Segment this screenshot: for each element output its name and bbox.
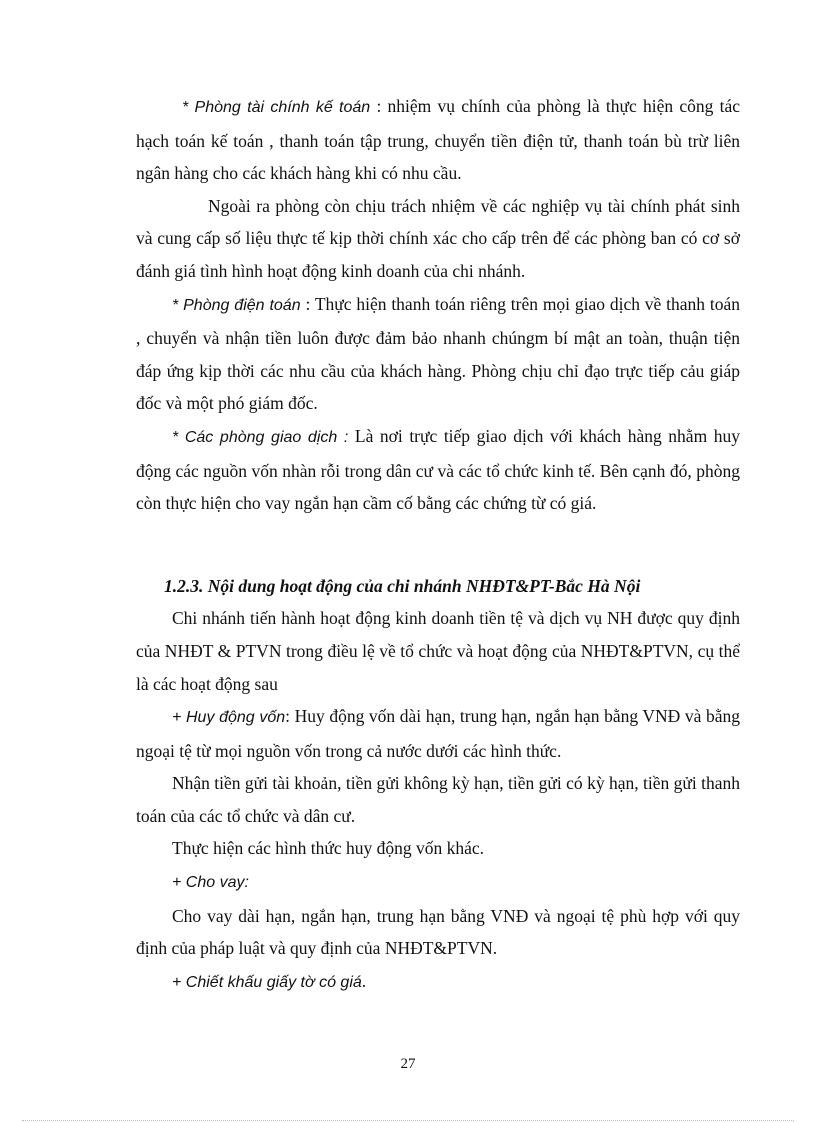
paragraph-label: + Huy động vốn [172, 709, 286, 727]
paragraph-label: + Cho vay: [172, 874, 249, 892]
paragraph-label: * Phòng tài chính kế toán [182, 99, 371, 116]
paragraph-text: Thực hiện các hình thức huy động vốn khác. [172, 838, 485, 859]
paragraph-text: Chi nhánh tiến hành hoạt động kinh doanh tiền tệ và dịch vụ NH được quy định của NHĐT & PTVN trong điều lệ về tổ chức và hoạt động của NHĐT&PTVN, cụ thể là các hoạt động sau [136, 608, 740, 694]
paragraph-text: : Huy động vốn dài hạn, trung hạn, ngắn hạn bằng VNĐ và bằng ngoại tệ từ mọi nguồn vốn trong cả nước dưới các hình thức. [136, 706, 740, 761]
section-heading: 1.2.3. Nội dung hoạt động của chi nhánh NHĐT&PT-Bắc Hà Nội [164, 575, 641, 596]
paragraph-lending [136, 900, 740, 965]
paragraph-computing-department [136, 288, 740, 420]
paragraph-label: + Chiết khấu giấy tờ có giá [172, 973, 362, 991]
paragraph-branch-activities [136, 602, 740, 700]
paragraph-lending-label [136, 865, 740, 900]
paragraph-text: : Thực hiện thanh toán riêng trên mọi giao dịch về thanh toán , chuyển và nhận tiền luôn được đảm bảo nhanh chúngm bí mật an toàn, thuận tiện đáp ứng kịp thời các nhu cầu của khách hàng. Phòng chịu chỉ đạo trực tiếp cảu giáp đốc và một phó giám đốc. [136, 293, 741, 414]
paragraph-transaction-offices [136, 420, 740, 520]
section-gap [136, 520, 740, 570]
paragraph-label: * Các phòng giao dịch : [172, 428, 349, 446]
page-number: 27 [400, 1056, 416, 1072]
paragraph-deposits [136, 767, 740, 832]
paragraph-text: Ngoài ra phòng còn chịu trách nhiệm về các nghiệp vụ tài chính phát sinh và cung cấp số liệu thực tế kịp thời chính xác cho cấp trên để các phòng ban có cơ sở đánh giá tình hình hoạt động kinh doanh của chi nhánh. [136, 195, 740, 281]
paragraph-text: Là nơi trực tiếp giao dịch với khách hàng nhằm huy động các nguồn vốn nhàn rỗi trong dân cư và các tổ chức kinh tế. Bên cạnh đó, phòng còn thực hiện cho vay ngắn hạn cầm cố bằng các chứng từ có giá. [136, 425, 740, 514]
paragraph-text: Cho vay dài hạn, ngắn hạn, trung hạn bằng VNĐ và ngoại tệ phù hợp với quy định của pháp luật và quy định của NHĐT&PTVN. [136, 905, 740, 959]
paragraph-additional-duties [136, 190, 740, 288]
paragraph-finance-accounting [136, 90, 740, 190]
page-border-divider [22, 1120, 794, 1121]
paragraph-label: * Phòng điện toán [172, 296, 301, 314]
paragraph-discounting [136, 965, 740, 1000]
paragraph-text: : nhiệm vụ chính của phòng là thực hiện công tác hạch toán kế toán , thanh toán tập trung, chuyển tiền điện tử, thanh toán bù trừ liên ngân hàng cho các khách hàng khi có nhu cầu. [136, 96, 741, 184]
page-content [136, 90, 740, 999]
paragraph-text: Nhận tiền gửi tài khoản, tiền gửi không kỳ hạn, tiền gửi có kỳ hạn, tiền gửi thanh toán của các tổ chức và dân cư. [136, 773, 740, 826]
paragraph-capital-mobilization [136, 700, 740, 767]
paragraph-other-mobilization [136, 832, 740, 865]
paragraph-text: . [361, 970, 367, 991]
